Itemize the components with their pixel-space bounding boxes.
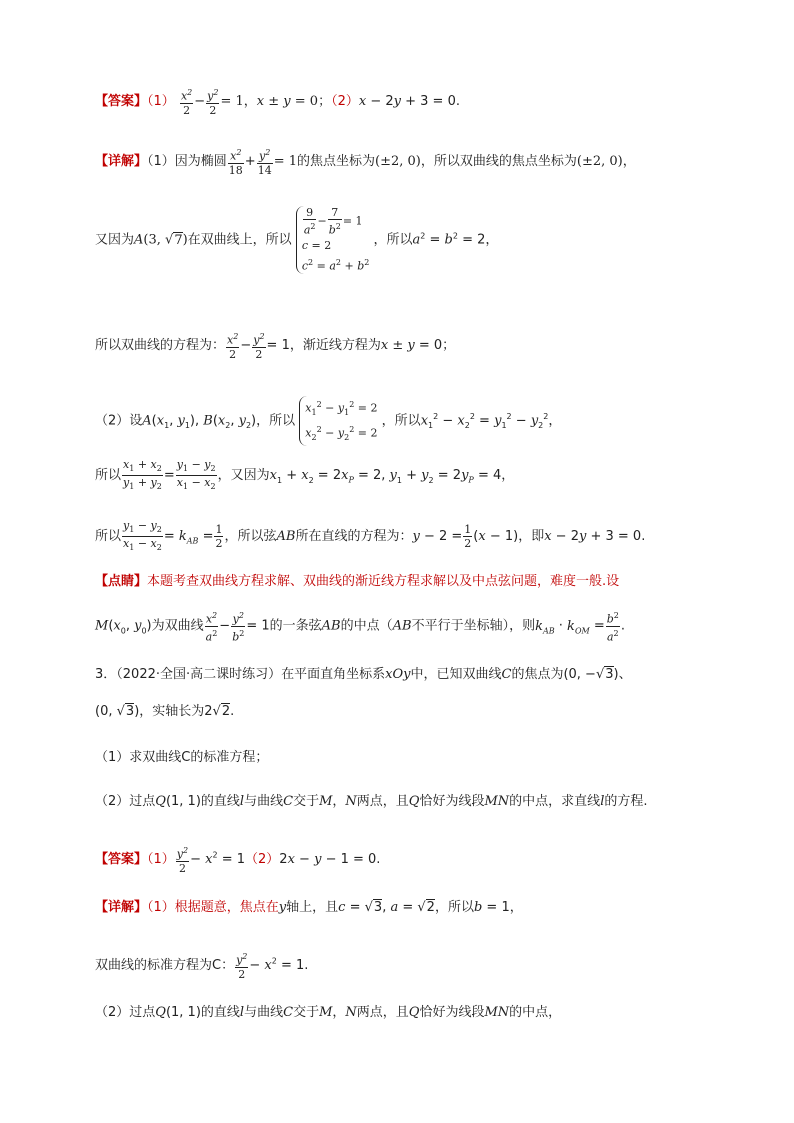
text: 中，已知双曲线 bbox=[410, 667, 502, 682]
fraction: $\frac{y_1 - y_2}{x_1 - x_2}$ bbox=[123, 519, 162, 553]
text: ，所以 bbox=[256, 413, 296, 429]
text: 两点，且 bbox=[356, 794, 409, 809]
detail-line-4: （2）设$A(x_1$, $y_1$), $B(x_2$, $y_2$)，所以 $x_1^2 - y_1^2 = 2$ $x_2^2 - y_2^2 = 2$ ，所以$x_1^2 - x_2^2 = y_1^2 - y_2^2$， bbox=[95, 396, 734, 446]
fraction: $\frac{x_1 + x_2}{y_1 + y_2}$ bbox=[123, 458, 162, 492]
detail-line-2: 又因为A(3, √7)在双曲线上，所以 $\frac{9}{a^2}$ − $\frac{7}{b^2}$ = 1 c = 2 $c^2 = a^2 + b^2$ ，所以$a^2 = b^2 = 2$， bbox=[95, 206, 499, 273]
text: 恰好为线段 bbox=[419, 1005, 485, 1020]
part-label: （1） bbox=[147, 851, 175, 867]
text: 的中点， bbox=[509, 1005, 562, 1020]
text: 所在直线的方程为： bbox=[295, 529, 413, 545]
part-label: （2） bbox=[245, 851, 280, 867]
text: （1）根据题意，焦点在 bbox=[147, 900, 279, 915]
text: 与曲线 bbox=[244, 1005, 284, 1020]
problem-q1: （1）求双曲线C的标准方程； bbox=[95, 750, 269, 765]
text: 本题考查双曲线方程求解、双曲线的渐近线方程求解以及中点弦问题，难度一般.设 bbox=[147, 574, 620, 589]
fraction: $\frac{x^2}{2}$ bbox=[180, 88, 193, 117]
fraction: $\frac{y_1 - y_2}{x_1 - x_2}$ bbox=[176, 458, 216, 492]
equation-system: $\frac{9}{a^2}$ − $\frac{7}{b^2}$ = 1 c = 2 $c^2 = a^2 + b^2$ bbox=[296, 206, 370, 274]
part-label: （2） bbox=[331, 93, 359, 109]
fraction: $\frac{y^2}{2}$ bbox=[176, 846, 189, 875]
text: 的中点，求直线 bbox=[509, 794, 601, 809]
detail3-line-3: （2）过点Q(1, 1)的直线l与曲线C交于M，N两点，且Q恰好为线段MN的中点， bbox=[95, 1005, 562, 1020]
text: 所以双曲线的方程为： bbox=[95, 337, 226, 353]
equation-system: $x_1^2 - y_1^2 = 2$ $x_2^2 - y_2^2 = 2$ bbox=[299, 396, 377, 446]
text: ，所以弦 bbox=[224, 529, 277, 545]
detail3-line-1: 【详解】（1）根据题意，焦点在y轴上，且c = √3, a = √2，所以b = 1， bbox=[95, 900, 523, 915]
fraction: $\frac{y^2}{b^2}$ bbox=[232, 611, 245, 644]
text: 交于 bbox=[293, 1005, 320, 1020]
text: ，所以双曲线的焦点坐标为 bbox=[420, 153, 577, 169]
answer-tag: 【答案】 bbox=[95, 93, 148, 109]
text: 的中点（ bbox=[340, 618, 393, 634]
problem-q2: （2）过点Q(1, 1)的直线l与曲线C交于M，N两点，且Q恰好为线段MN的中点，求直线l的方程. bbox=[95, 794, 648, 809]
text: 所以 bbox=[95, 468, 122, 484]
comment-line-1 bbox=[95, 572, 734, 592]
comment-tag: 【点睛】 bbox=[95, 574, 148, 589]
text: 的一条弦 bbox=[269, 618, 322, 634]
fraction: $\frac{x^2}{18}$ bbox=[228, 148, 243, 177]
fraction: $\frac{1}{2}$ bbox=[464, 523, 472, 551]
answer-tag: 【答案】 bbox=[95, 851, 148, 867]
problem-line-1: 3．（2022·全国·高二课时练习）在平面直角坐标系xOy中，已知双曲线C的焦点为(0, −√3)、 bbox=[95, 667, 632, 682]
detail-tag: 【详解】 bbox=[95, 900, 148, 915]
text: 所以 bbox=[95, 529, 122, 545]
fraction: $\frac{y^2}{2}$ bbox=[207, 88, 219, 117]
text: ，渐近线方程为 bbox=[289, 337, 381, 353]
text: ，即 bbox=[518, 529, 545, 545]
text: （2）过点 bbox=[95, 1005, 156, 1020]
text: ，所以 bbox=[373, 232, 413, 248]
detail3-line-2: 双曲线的标准方程为C： $\frac{y^2}{2}$ − $x^2 = 1$. bbox=[95, 952, 309, 981]
text: 的方程. bbox=[604, 794, 648, 809]
fraction: $\frac{7}{b^2}$ bbox=[328, 206, 341, 237]
problem-line-2: (0, √3)，实轴长为2√2. bbox=[95, 704, 235, 719]
detail-line-5: 所以 $\frac{x_1 + x_2}{y_1 + y_2}$ = $\frac{y_1 - y_2}{x_1 - x_2}$ ，又因为$x_1 + x_2 = 2x_P = 2$, $y_1 + y_2 = 2y_P = 4$， bbox=[95, 458, 515, 492]
text: （2）设 bbox=[95, 413, 143, 429]
part-label: （1） bbox=[147, 93, 175, 109]
text: 交于 bbox=[293, 794, 320, 809]
comment-line-2: $M(x_0$, $y_0$)为双曲线 $\frac{x^2}{a^2}$ − $\frac{y^2}{b^2}$ = 1的一条弦AB的中点（AB不平行于坐标轴），则$k_{AB} \cdot k_{OM}$ = $\frac{b^2}{a^2}$ . bbox=[95, 611, 625, 644]
text: 与曲线 bbox=[244, 794, 284, 809]
fraction: $\frac{9}{a^2}$ bbox=[303, 206, 316, 237]
text: ，又因为 bbox=[217, 468, 270, 484]
fraction: $\frac{x^2}{2}$ bbox=[227, 332, 239, 361]
text: 恰好为线段 bbox=[419, 794, 485, 809]
text: 双曲线的标准方程为C： bbox=[95, 957, 235, 973]
text: 为双曲线 bbox=[151, 618, 204, 634]
text: ，实轴长为 bbox=[139, 704, 205, 719]
detail-tag: 【详解】 bbox=[95, 153, 148, 169]
fraction: $\frac{y^2}{2}$ bbox=[253, 332, 265, 361]
text: 不平行于坐标轴），则 bbox=[411, 618, 536, 634]
answer-line-1: 【答案】（1） $\frac{x^2}{2}$ − $\frac{y^2}{2}$ = 1，x ± y = 0；（2）x − 2y + 3 = 0. bbox=[95, 88, 460, 117]
text: 的直线 bbox=[200, 794, 240, 809]
text: ，所以 bbox=[381, 413, 421, 429]
fraction: $\frac{y^2}{14}$ bbox=[257, 148, 272, 177]
detail-line-6: 所以 $\frac{y_1 - y_2}{x_1 - x_2}$ = $k_{AB}$ = $\frac{1}{2}$ ，所以弦AB所在直线的方程为：y − 2 = $\frac{1}{2}$ (x − 1)，即x − 2y + 3 = 0. bbox=[95, 519, 646, 553]
detail-line-1: 【详解】（1）因为椭圆 $\frac{x^2}{18}$ + $\frac{y^2}{14}$ = 1的焦点坐标为(±2, 0)，所以双曲线的焦点坐标为(±2, 0)， bbox=[95, 148, 636, 177]
text: 、 bbox=[618, 667, 632, 682]
text: （2）过点 bbox=[95, 794, 156, 809]
text: 两点，且 bbox=[356, 1005, 409, 1020]
text: 的直线 bbox=[200, 1005, 240, 1020]
text: 的焦点坐标为 bbox=[297, 153, 376, 169]
text: 在双曲线上，所以 bbox=[187, 232, 292, 248]
fraction: $\frac{b^2}{a^2}$ bbox=[606, 611, 619, 644]
text: 轴上，且 bbox=[286, 900, 339, 915]
fraction: $\frac{x^2}{a^2}$ bbox=[205, 611, 218, 644]
answer-line-3: 【答案】（1） $\frac{y^2}{2}$ − $x^2 = 1(2)2x - y - 1 = 0$. bbox=[95, 846, 381, 875]
fraction: $\frac{y^2}{2}$ bbox=[236, 952, 248, 981]
text: （1）因为椭圆 bbox=[147, 153, 227, 169]
text: 又因为 bbox=[95, 232, 135, 248]
detail-line-3: 所以双曲线的方程为： $\frac{x^2}{2}$ − $\frac{y^2}{2}$ = 1，渐近线方程为x ± y = 0； bbox=[95, 332, 456, 361]
text: 的焦点为 bbox=[511, 667, 564, 682]
text: ，所以 bbox=[434, 900, 474, 915]
fraction: $\frac{1}{2}$ bbox=[215, 523, 223, 551]
text: 3．（2022·全国·高二课时练习）在平面直角坐标系 bbox=[95, 667, 386, 682]
